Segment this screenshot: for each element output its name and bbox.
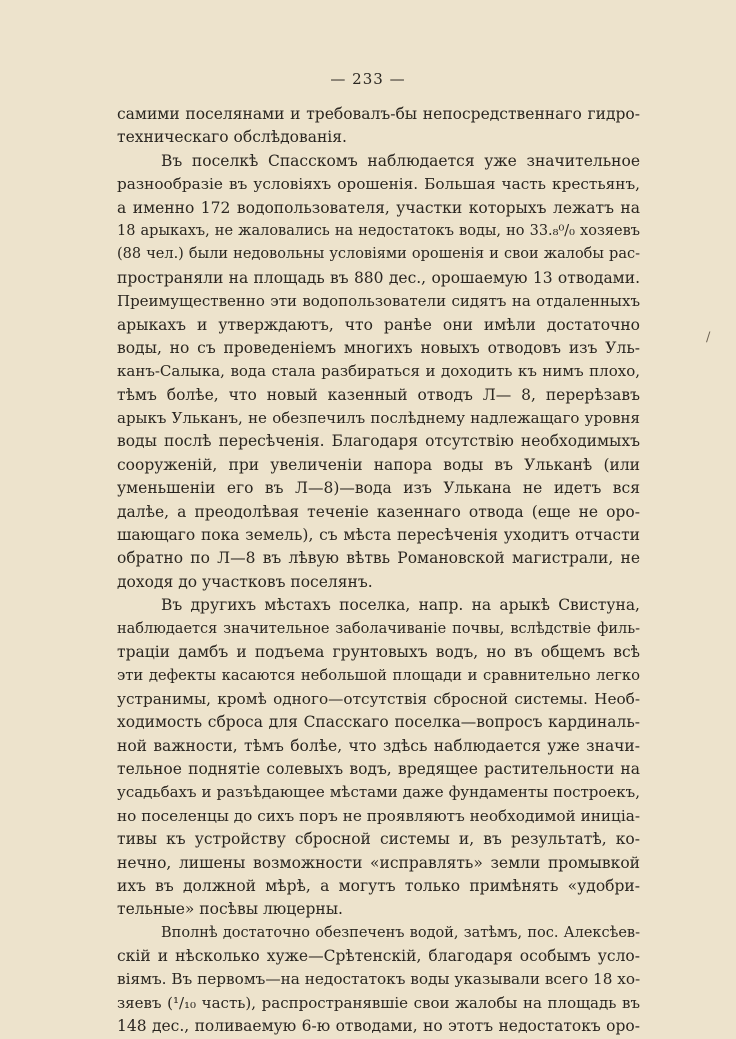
text-line: ходимость сброса для Спасскаго поселка—вопросъ кардиналь- <box>117 713 640 732</box>
text-line: канъ-Салыка, вода стала разбираться и доходить къ нимъ плохо, <box>117 362 640 381</box>
text-line: арыкъ Ульканъ, не обезпечилъ послѣднему надлежащаго уровня <box>117 409 640 428</box>
text-line: сооруженій, при увеличеніи напора воды въ Ульканѣ (или <box>117 455 640 474</box>
text-line: арыкахъ и утверждаютъ, что ранѣе они имѣли достаточно <box>117 315 640 334</box>
text-line: пространяли на площадь въ 880 дес., орошаемую 13 отводами. <box>117 268 640 287</box>
text-line: траціи дамбъ и подъема грунтовыхъ водъ, но въ общемъ всѣ <box>117 642 640 661</box>
text-line: Въ поселкѣ Спасскомъ наблюдается уже значительное <box>161 151 640 170</box>
text-line: наблюдается значительное заболачиваніе почвы, вслѣдствіе филь- <box>117 620 640 637</box>
text-line: ной важности, тѣмъ болѣе, что здѣсь наблюдается уже значи- <box>117 736 640 755</box>
page-number: — 233 — <box>330 70 406 88</box>
text-line: уменьшеніи его въ Л—8)—вода изъ Улькана не идетъ вся <box>117 479 640 498</box>
text-line: доходя до участковъ поселянъ. <box>117 572 373 591</box>
text-line: разнообразіе въ условіяхъ орошенія. Большая часть крестьянъ, <box>117 175 640 194</box>
text-line: эти дефекты касаются небольшой площади и сравнительно легко <box>117 667 640 685</box>
text-line: тельное поднятіе солевыхъ водъ, вредящее растительности на <box>117 759 640 778</box>
text-line: шающаго пока земель), съ мѣста пересѣченія уходитъ отчасти <box>117 526 640 545</box>
text-line: тѣмъ болѣе, что новый казенный отводъ Л— 8, перерѣзавъ <box>117 385 640 404</box>
text-line: воды послѣ пересѣченія. Благодаря отсутствію необходимыхъ <box>117 432 640 451</box>
text-line: 18 арыкахъ, не жаловались на недостатокъ воды, но 33.₈⁰/₀ хозяевъ <box>117 222 640 239</box>
text-line: ихъ въ должной мѣрѣ, а могутъ только примѣнять «удобри- <box>117 876 640 895</box>
text-line: а именно 172 водопользователя, участки которыхъ лежатъ на <box>117 198 640 217</box>
text-line: устранимы, кромѣ одного—отсутствія сбросной системы. Необ- <box>117 689 640 708</box>
text-line: нечно, лишены возможности «исправлять» земли промывкой <box>117 853 640 872</box>
text-line: віямъ. Въ первомъ—на недостатокъ воды указывали всего 18 хо- <box>117 970 641 989</box>
text-line: тивы къ устройству сбросной системы и, въ результатѣ, ко- <box>117 830 640 849</box>
text-line: Преимущественно эти водопользователи сидятъ на отдаленныхъ <box>117 292 640 311</box>
margin-mark: / <box>706 330 711 345</box>
text-line: усадьбахъ и разъѣдающее мѣстами даже фундаменты построекъ, <box>117 783 640 802</box>
text-line: самими поселянами и требовалъ-бы непосредственнаго гидро- <box>117 105 640 123</box>
text-line: тельные» посѣвы люцерны. <box>117 900 343 919</box>
text-line: 148 дес., поливаемую 6-ю отводами, но этотъ недостатокъ оро- <box>117 1017 640 1036</box>
text-line: Въ другихъ мѣстахъ поселка, напр. на арыкѣ Свистуна, <box>161 596 640 615</box>
text-line: скій и нѣсколько хуже—Срѣтенскій, благодаря особымъ усло- <box>117 947 640 966</box>
text-line: техническаго обслѣдованія. <box>117 128 347 147</box>
text-line: далѣе, а преодолѣвая теченіе казеннаго отвода (еще не оро- <box>117 502 640 521</box>
text-line: Вполнѣ достаточно обезпеченъ водой, затѣмъ, пос. Алексѣев- <box>161 924 640 941</box>
text-line: но поселенцы до сихъ поръ не проявляютъ необходимой иниціа- <box>117 806 640 825</box>
text-line: обратно по Л—8 въ лѣвую вѣтвь Романовской магистрали, не <box>117 549 640 568</box>
text-line: зяевъ (¹/₁₀ часть), распространявшіе свои жалобы на площадь въ <box>117 993 640 1012</box>
body-text <box>117 103 640 1039</box>
text-line: воды, но съ проведеніемъ многихъ новыхъ отводовъ изъ Уль- <box>117 338 640 357</box>
text-line: (88 чел.) были недовольны условіями орошенія и свои жалобы рас- <box>117 246 640 263</box>
